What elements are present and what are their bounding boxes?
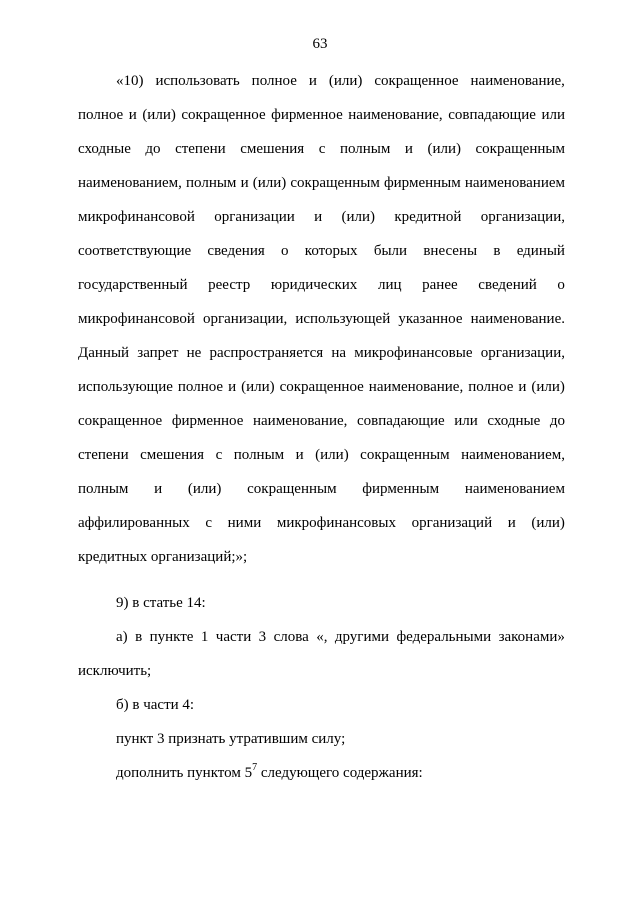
item-a-line-2: исключить; [78,663,152,679]
supplement-text-post: следующего содержания: [257,765,423,781]
paragraph-line: сходные до степени смешения с полным и (или) сокращенным [78,141,565,157]
paragraph-line: микрофинансовой организации, использующей указанное наименование. [78,311,565,327]
page-number: 63 [312,36,328,52]
item-b-line: б) в части 4: [116,697,195,713]
paragraph-line: полным и (или) сокращенным фирменным наименованием [78,481,565,497]
supplement-text-pre: дополнить пунктом 5 [116,765,253,781]
paragraph-line: наименованием, полным и (или) сокращенным фирменным наименованием [78,175,565,191]
paragraph-line: аффилированных с ними микрофинансовых организаций и (или) [78,515,565,531]
paragraph-line: полное и (или) сокращенное фирменное наименование, совпадающие или [78,107,565,123]
paragraph-line: соответствующие сведения о которых были внесены в единый [78,243,565,259]
supplement-line [116,764,423,782]
paragraph-line: использующие полное и (или) сокращенное наименование, полное и (или) [78,379,565,395]
paragraph-line: Данный запрет не распространяется на микрофинансовые организации, [78,345,565,361]
paragraph-line: кредитных организаций;»; [78,549,248,565]
item-a-line-1: а) в пункте 1 части 3 слова «, другими федеральными законами» [116,629,565,645]
item-9-line: 9) в статье 14: [116,595,206,611]
supplement-superscript: 7 [252,762,258,773]
paragraph-line: государственный реестр юридических лиц ранее сведений о [78,277,565,293]
paragraph-line: степени смешения с полным и (или) сокращенным наименованием, [78,447,565,463]
paragraph-line: «10) использовать полное и (или) сокращенное наименование, [116,73,565,89]
paragraph-line: микрофинансовой организации и (или) кредитной организации, [78,209,565,225]
item-b-point-3-line: пункт 3 признать утратившим силу; [116,731,346,747]
paragraph-line: сокращенное фирменное наименование, совпадающие или сходные до [78,413,565,429]
